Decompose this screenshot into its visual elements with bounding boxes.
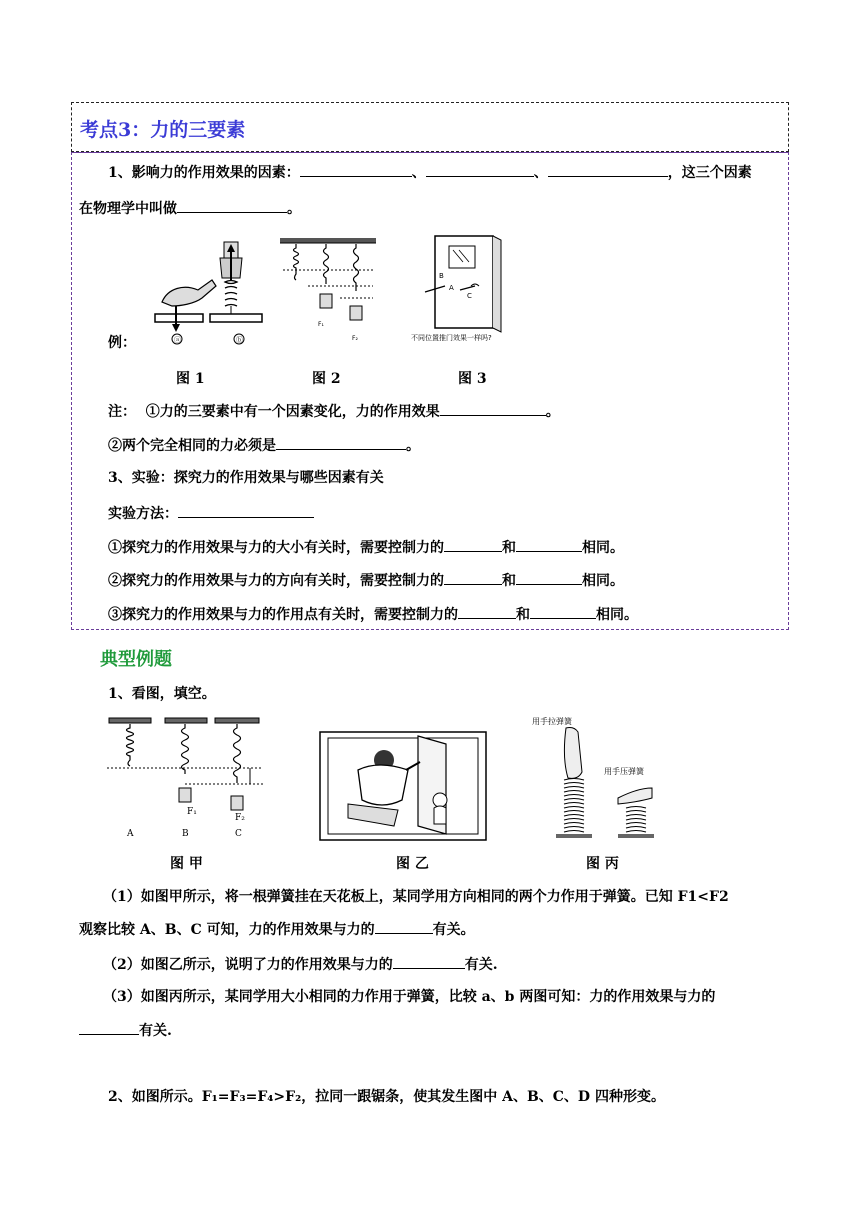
answer-blank[interactable]	[444, 537, 502, 552]
figure-a-label-f2: F₂	[235, 813, 245, 823]
figure-c-label-pull: 用手拉弹簧	[532, 717, 572, 726]
figure-c-label-press: 用手压弹簧	[604, 767, 644, 776]
answer-blank[interactable]	[79, 1020, 139, 1035]
answer-blank[interactable]	[548, 162, 668, 177]
figure-a-label-b: B	[182, 829, 189, 839]
figure-3-title: 图 3	[458, 371, 487, 387]
figure-a-label-f1: F₁	[187, 807, 197, 817]
section-body-box	[71, 152, 789, 630]
ex1-q1-line1: （1）如图甲所示，将一根弹簧挂在天花板上，某同学用方向相同的两个力作用于弹簧。已知 F1<F2	[103, 889, 729, 905]
figure-a-label-a: A	[127, 829, 134, 839]
figure-3-door	[405, 232, 525, 344]
ex1-q3-line2: 有关.	[79, 1020, 172, 1041]
ex2-text: 2、如图所示。F₁=F₃=F₄>F₂，拉同一跟锯条，使其发生图中 A、B、C、D 四种形变。	[108, 1089, 665, 1105]
answer-blank[interactable]	[458, 604, 516, 619]
answer-blank[interactable]	[178, 503, 314, 518]
figure-a-label-c: C	[235, 829, 242, 839]
ex1-q1-line2: 观察比较 A、B、C 可知，力的作用效果与力的 有关。	[79, 919, 475, 940]
figure-1-hand-spring	[150, 236, 265, 346]
answer-blank[interactable]	[426, 162, 534, 177]
answer-blank[interactable]	[300, 162, 412, 177]
typical-examples-heading: 典型例题	[100, 649, 172, 670]
answer-blank[interactable]	[393, 954, 465, 969]
figure-3-caption: 不同位置推门效果一样吗?	[411, 334, 492, 342]
item3-q3: ③探究力的作用效果与力的作用点有关时，需要控制力的 和 相同。	[108, 604, 638, 625]
item3-method: 实验方法：	[108, 503, 314, 524]
ex1-title: 1、看图，填空。	[108, 686, 216, 702]
item3-title: 3、实验：探究力的作用效果与哪些因素有关	[108, 470, 384, 486]
figure-a-caption: 图 甲	[170, 856, 203, 872]
item1-line2: 在物理学中叫做 。	[79, 198, 301, 219]
figure-3-label-c: C	[467, 292, 472, 300]
note-line2: ②两个完全相同的力必须是 。	[108, 435, 420, 456]
figure-2-caption: 图 2	[312, 371, 341, 387]
figure-1-caption: 图 1	[176, 371, 205, 387]
answer-blank[interactable]	[276, 435, 406, 450]
figure-a-springs	[105, 714, 265, 844]
figure-1-mark-a: ⓐ	[174, 336, 181, 344]
figure-b-door-push	[318, 730, 488, 845]
answer-blank[interactable]	[516, 570, 582, 585]
figure-1-mark-b: ⓑ	[236, 336, 243, 344]
answer-blank[interactable]	[440, 401, 546, 416]
figure-c-spring-hand	[530, 712, 670, 844]
figure-b-caption: 图 乙	[396, 856, 429, 872]
example-label: 例：	[108, 335, 136, 351]
figure-2-label-f2: F₂	[352, 335, 358, 342]
item3-q1: ①探究力的作用效果与力的大小有关时，需要控制力的 和 相同。	[108, 537, 624, 558]
item3-q2: ②探究力的作用效果与力的方向有关时，需要控制力的 和 相同。	[108, 570, 624, 591]
answer-blank[interactable]	[516, 537, 582, 552]
answer-blank[interactable]	[444, 570, 502, 585]
figure-c-caption: 图 丙	[586, 856, 619, 872]
answer-blank[interactable]	[375, 919, 433, 934]
item1-line1: 1、影响力的作用效果的因素： 、 、 ，这三个因素	[108, 162, 752, 183]
answer-blank[interactable]	[530, 604, 596, 619]
note-line1: 注： ①力的三要素中有一个因素变化，力的作用效果 。	[108, 401, 560, 422]
section-title: 考点3：力的三要素	[80, 119, 246, 141]
figure-3-label-a: A	[449, 284, 454, 292]
figure-3-label-b: B	[439, 272, 444, 280]
section-title-box	[71, 102, 789, 152]
figure-2-label-f1: F₁	[318, 321, 324, 328]
answer-blank[interactable]	[177, 198, 287, 213]
ex1-q2: （2）如图乙所示，说明了力的作用效果与力的 有关.	[103, 954, 498, 975]
figure-2-springs	[278, 236, 378, 346]
ex1-q3-line1: （3）如图丙所示，某同学用大小相同的力作用于弹簧，比较 a、b 两图可知：力的作用效果与力的	[103, 989, 716, 1005]
